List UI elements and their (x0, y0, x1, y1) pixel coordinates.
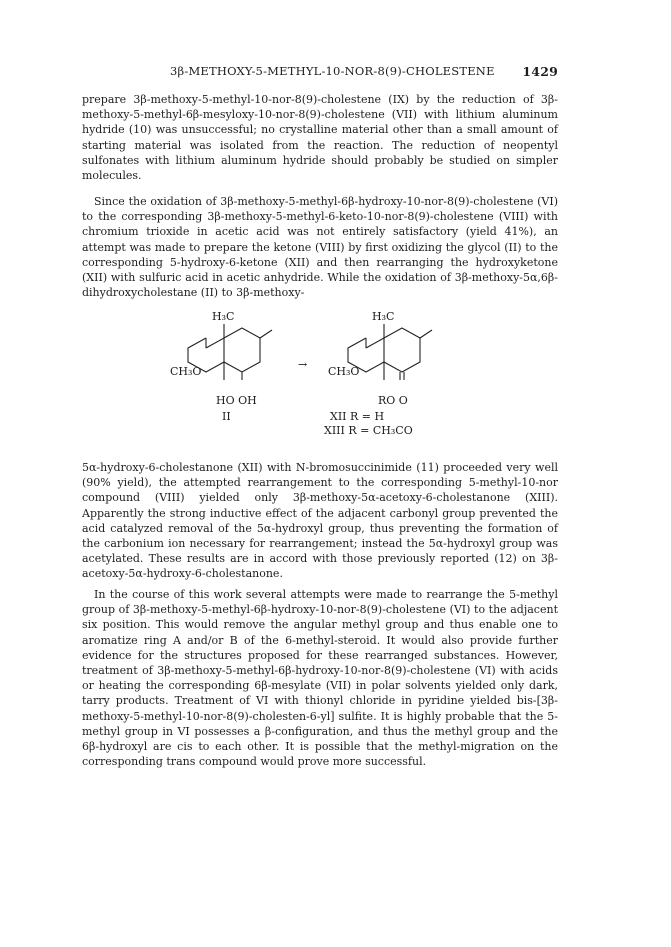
structure-xii (348, 324, 432, 380)
paragraph-1: prepare 3β-methoxy-5-methyl-10-nor-8(9)-cholestene (IX) by the reduction of 3β-methoxy-5-methyl-6β-mesyloxy-10-nor-8(9)-cholestene (VII) with lithium aluminum hydride (10) was unsuccessful; no crystalline material other than a small amount of starting material was isolated from the reaction. The reduction of neopentyl sulfonates with lithium aluminum hydride should probably be studied on simpler molecules. (82, 93, 558, 183)
methyl-label-right: H₃C (372, 310, 395, 323)
structure-drawings (170, 312, 470, 456)
reaction-scheme (170, 312, 470, 456)
compound-label-xii: XII R = H (330, 410, 385, 423)
methyl-label-left: H₃C (212, 310, 235, 323)
substituent-label-right: RO O (378, 394, 408, 407)
paragraph-4: In the course of this work several attempts were made to rearrange the 5-methyl group of 3β-methoxy-5-methyl-6β-hydroxy-10-nor-8(9)-cholestene (VI) to the adjacent six position. This would remove the angular methyl group and thus enable one to aromatize ring A and/or B of the 6-methyl-steroid. It would also provide further evidence for the structures proposed for these rearranged substances. However, treatment of 3β-methoxy-5-methyl-6β-hydroxy-10-nor-8(9)-cholestene (VI) with acids or heating the corresponding 6β-mesylate (VII) in polar solvents yielded only dark, tarry products. Treatment of VI with thionyl chloride in pyridine yielded bis-[3β-methoxy-5-methyl-10-nor-8(9)-cholesten-6-yl] sulfite. It is highly probable that the 5-methyl group in VI possesses a β-configuration, and thus the methyl group and the 6β-hydroxyl are cis to each other. It is possible that the methyl-migration on the corresponding trans compound would prove more successful. (82, 588, 558, 769)
running-title: 3β-METHOXY-5-METHYL-10-NOR-8(9)-CHOLESTENE (170, 64, 495, 78)
reaction-arrow: → (298, 358, 308, 371)
paragraph-3: 5α-hydroxy-6-cholestanone (XII) with N-bromosuccinimide (11) proceeded very well (90% yield), the attempted rearrangement to the corresponding 5-methyl-10-nor compound (VIII) yielded only 3β-methoxy-5α-acetoxy-6-cholestanone (XIII). Apparently the strong inductive effect of the adjacent carbonyl group prevented the acid catalyzed removal of the 5α-hydroxyl group, thus preventing the formation of the carbonium ion necessary for rearrangement; instead the 5α-hydroxyl group was acetylated. These results are in accord with those previously reported (12) on 3β-acetoxy-5α-hydroxy-6-cholestanone. (82, 461, 558, 581)
paragraph-2: Since the oxidation of 3β-methoxy-5-methyl-6β-hydroxy-10-nor-8(9)-cholestene (VI) to the corresponding 3β-methoxy-5-methyl-6-keto-10-nor-8(9)-cholestene (VIII) with chromium trioxide in acetic acid was not entirely satisfactory (yield 41%), an attempt was made to prepare the ketone (VIII) by first oxidizing the glycol (II) to the corresponding 5-hydroxy-6-ketone (XII) and then rearranging the hydroxyketone (XII) with sulfuric acid in acetic anhydride. While the oxidation of 3β-methoxy-5α,6β-dihydroxycholestane (II) to 3β-methoxy- (82, 195, 558, 300)
hydroxyl-label-left: HO OH (216, 394, 257, 407)
compound-label-xiii: XIII R = CH₃CO (324, 424, 413, 437)
methoxy-label-left: CH₃O (170, 365, 202, 378)
compound-label-ii: II (222, 410, 231, 423)
page-number: 1429 (522, 64, 558, 79)
methoxy-label-right: CH₃O (328, 365, 360, 378)
